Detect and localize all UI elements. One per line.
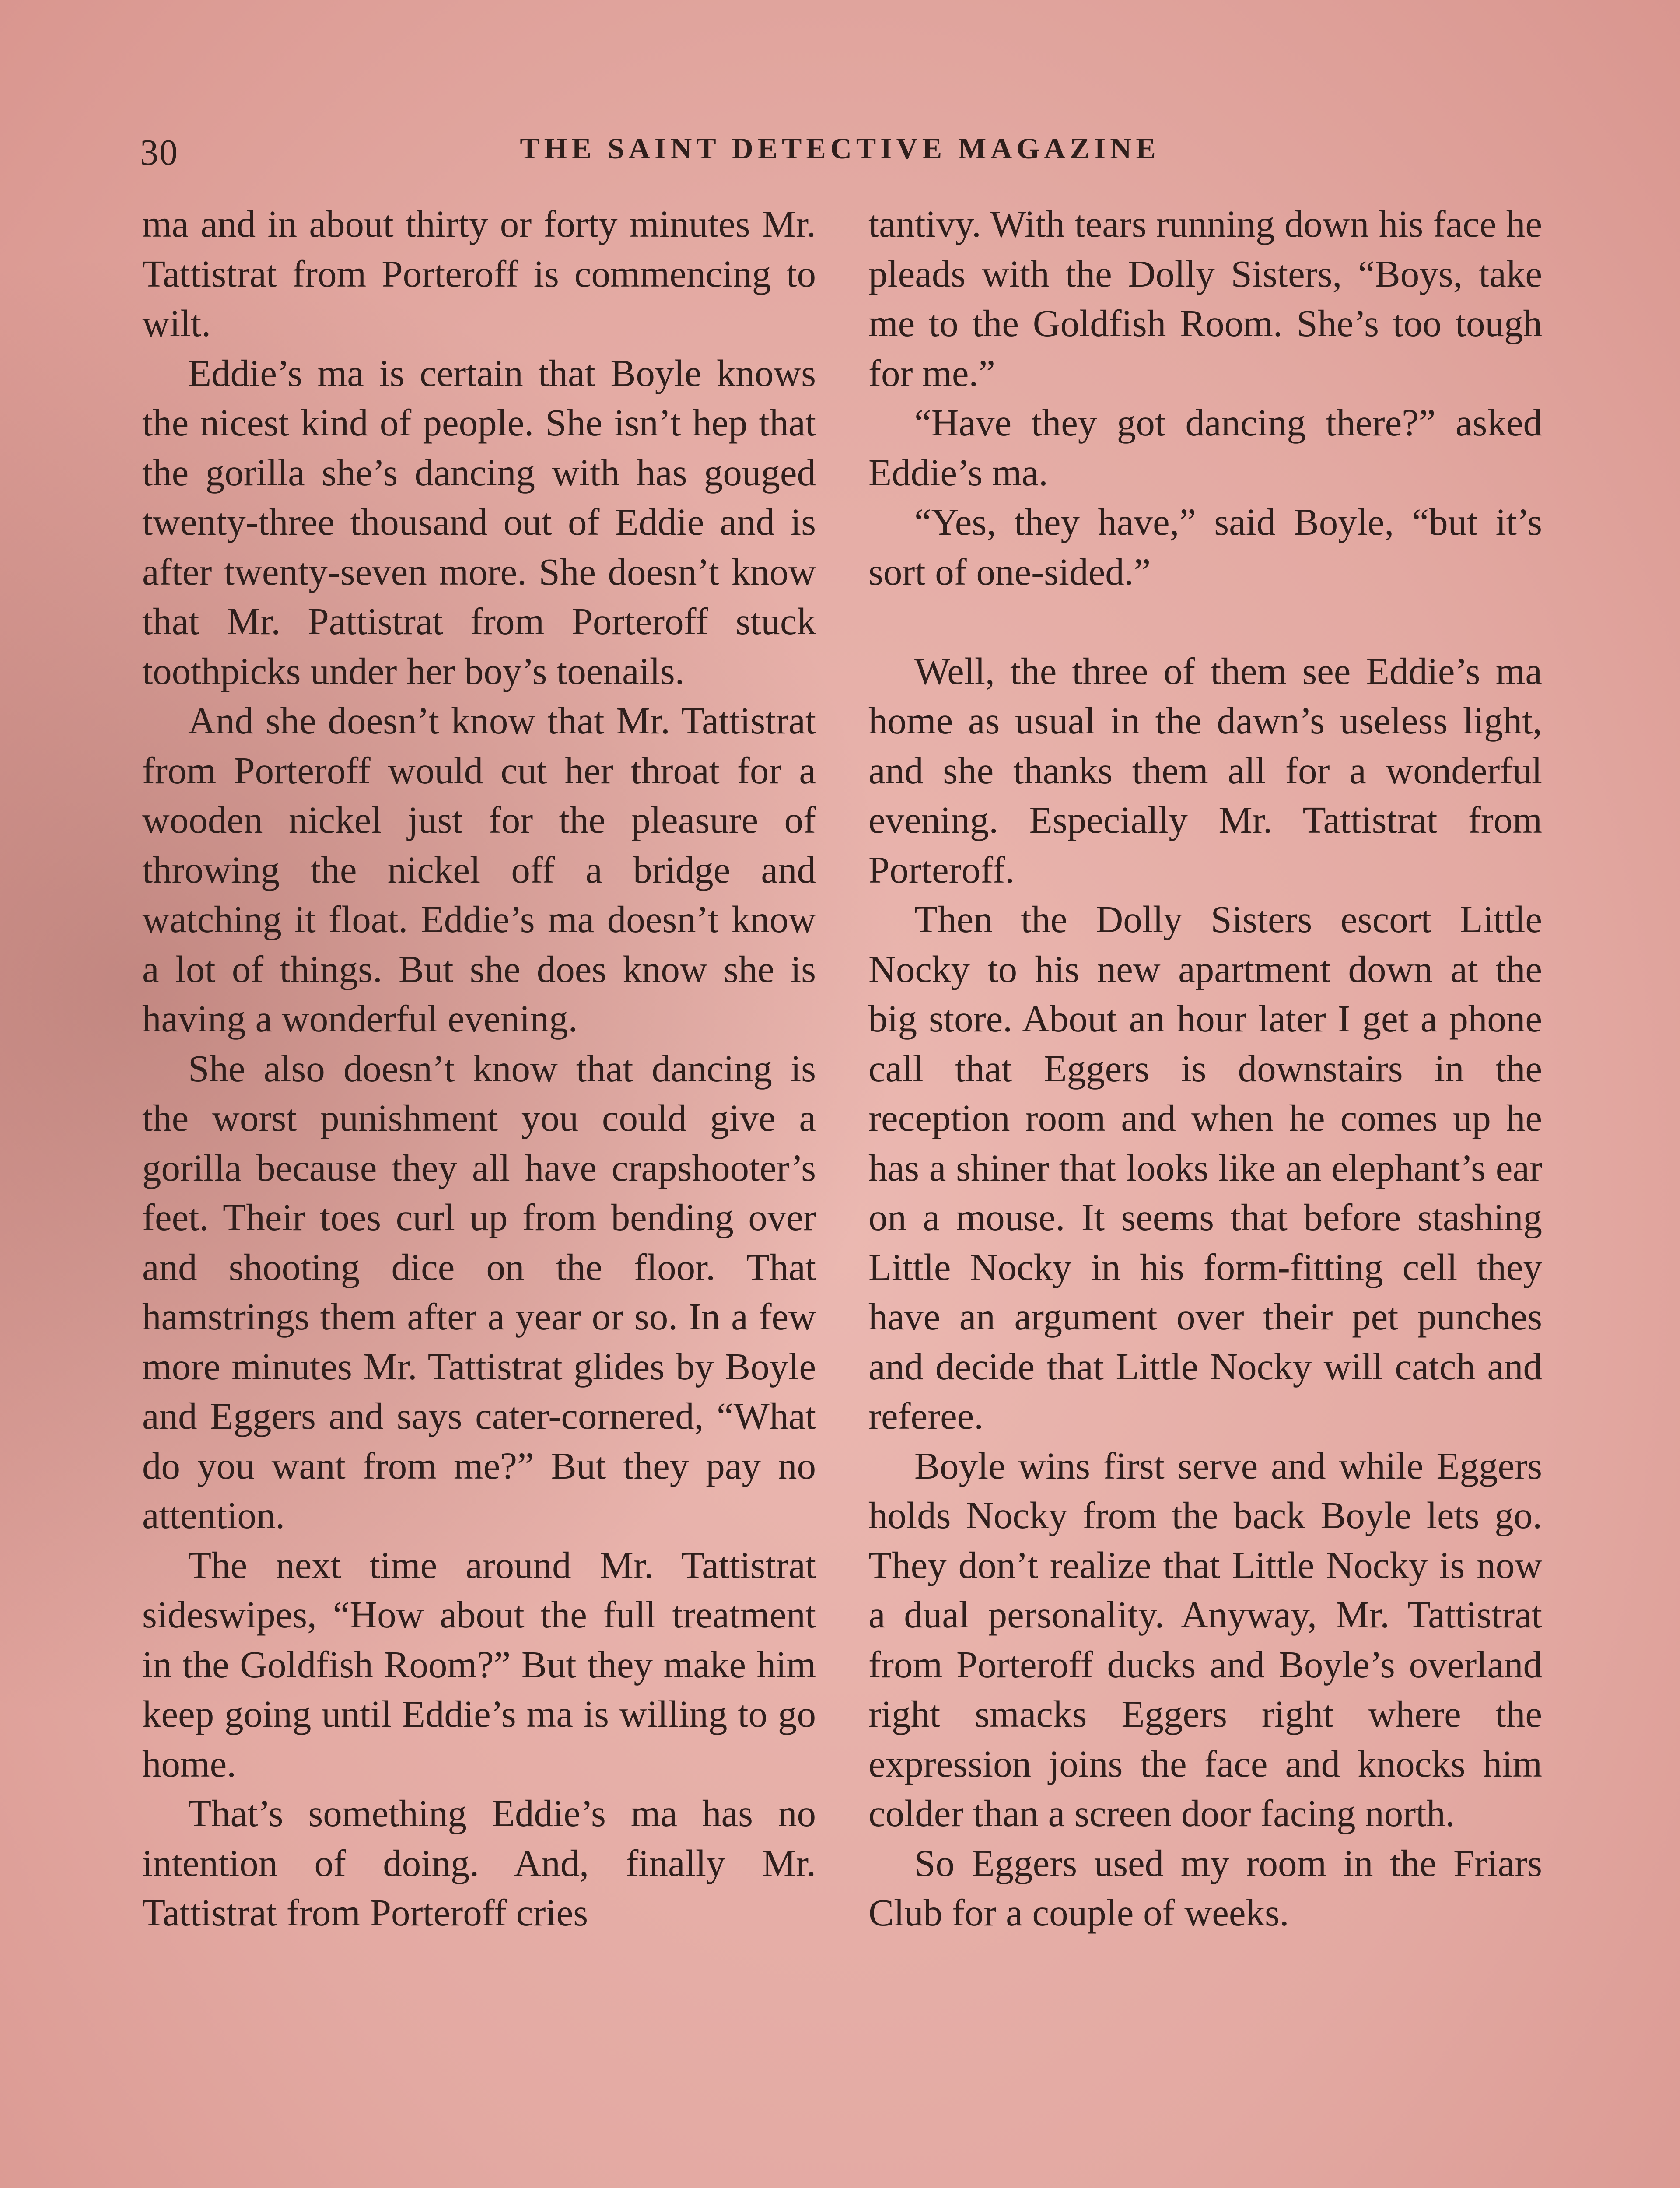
paragraph: ma and in about thirty or forty minutes Mr. Tattistrat from Porteroff is commencing to wilt.	[142, 203, 816, 344]
paragraph: And she doesn’t know that Mr. Tattistrat from Porteroff would cut her throat for a wooden nickel just for the pleasure of throwing the nickel off a bridge and watching it float. Eddie’s ma doesn’t know a lot of things. But she does know she is having a wonderful evening.	[142, 699, 816, 1040]
paragraph: That’s something Eddie’s ma has no intention of doing. And, finally Mr. Tattistrat from Porteroff cries	[142, 1792, 816, 1934]
page-number: 30	[140, 132, 178, 173]
paragraph: “Yes, they have,” said Boyle, “but it’s sort of one-sided.”	[868, 501, 1542, 593]
left-column	[142, 199, 816, 1938]
paragraph: Eddie’s ma is certain that Boyle knows the nicest kind of people. She isn’t hep that the gorilla she’s dancing with has gouged twenty-three thousand out of Eddie and is after twenty-seven more. She doesn’t know that Mr. Pattistrat from Porteroff stuck toothpicks under her boy’s toenails.	[142, 351, 816, 692]
paragraph: Boyle wins first serve and while Eggers holds Nocky from the back Boyle lets go. They don’t realize that Little Nocky is now a dual personality. Anyway, Mr. Tattistrat from Porteroff ducks and Boyle’s overland right smacks Eggers right where the expression joins the face and knocks him colder than a screen door facing north.	[868, 1444, 1542, 1834]
paragraph: tantivy. With tears running down his face he pleads with the Dolly Sisters, “Boys, take me to the Goldfish Room. She’s too tough for me.”	[868, 203, 1542, 394]
paragraph: Well, the three of them see Eddie’s ma home as usual in the dawn’s useless light, and she thanks them all for a wonderful evening. Especially Mr. Tattistrat from Porteroff.	[868, 649, 1542, 891]
paragraph: The next time around Mr. Tattistrat sideswipes, “How about the full treatment in the Goldfish Room?” But they make him keep going until Eddie’s ma is willing to go home.	[142, 1543, 816, 1785]
section-break	[868, 596, 1542, 646]
paragraph: She also doesn’t know that dancing is the worst punishment you could give a gorilla because they all have crapshooter’s feet. Their toes curl up from bending over and shooting dice on the floor. That hamstrings them after a year or so. In a few more minutes Mr. Tattistrat glides by Boyle and Eggers and says cater-cornered, “What do you want from me?” But they pay no attention.	[142, 1047, 816, 1536]
paragraph: Then the Dolly Sisters escort Little Nocky to his new apartment down at the big store. About an hour later I get a phone call that Eggers is downstairs in the reception room and when he comes up he has a shiner that looks like an elephant’s ear on a mouse. It seems that before stashing Little Nocky in his form-fitting cell they have an argument over their pet punches and decide that Little Nocky will catch and referee.	[868, 898, 1542, 1437]
paragraph: So Eggers used my room in the Friars Club for a couple of weeks.	[868, 1841, 1542, 1934]
running-head	[140, 131, 1540, 179]
magazine-title: THE SAINT DETECTIVE MAGAZINE	[520, 132, 1160, 165]
paragraph: “Have they got dancing there?” asked Eddie’s ma.	[868, 401, 1542, 494]
right-column	[868, 199, 1542, 1938]
